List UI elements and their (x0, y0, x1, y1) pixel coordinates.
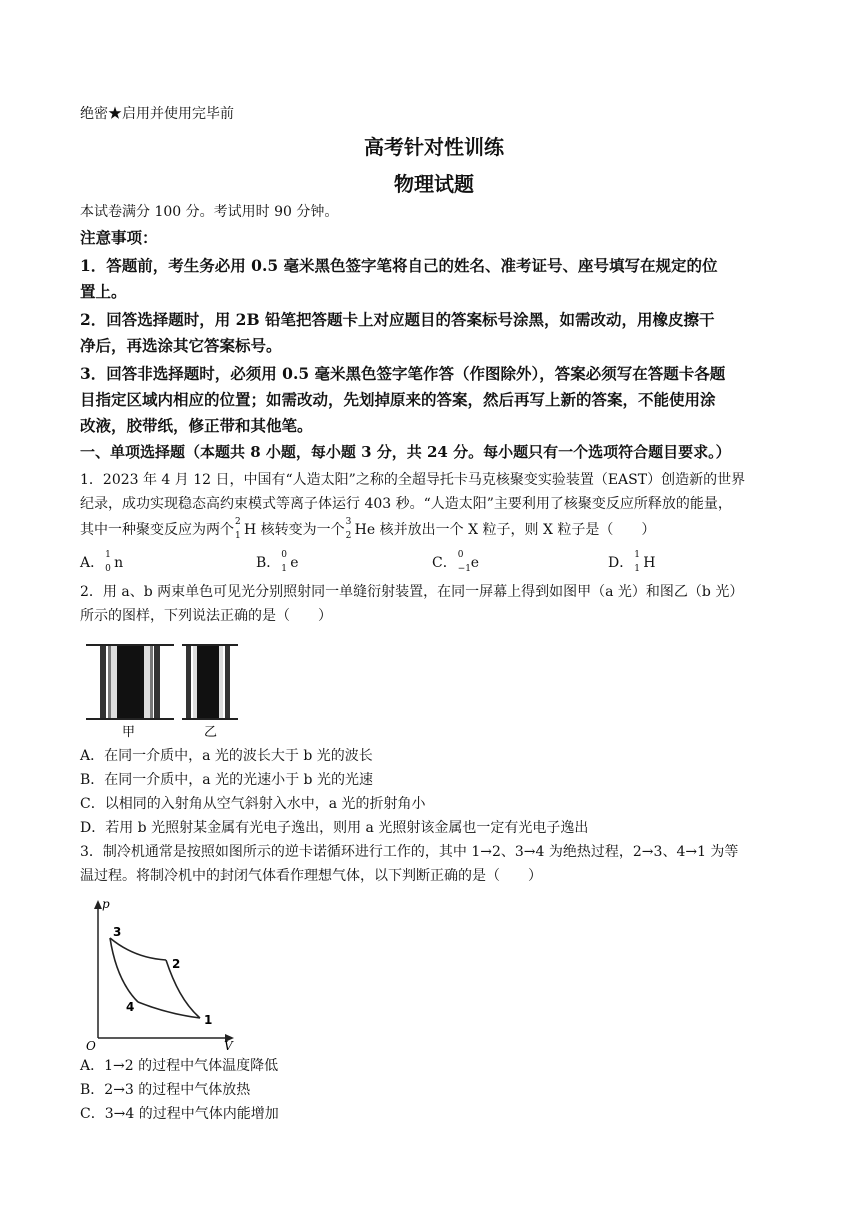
axis-v-label: V (224, 1039, 233, 1053)
point-4-label: 4 (126, 1000, 135, 1014)
pattern-yi (182, 645, 238, 719)
q3-option-c: C．3→4 的过程中气体内能增加 (80, 1106, 279, 1122)
q1-option-a: A． 1 0 n (80, 550, 124, 574)
notice-line: 2．回答选择题时，用 2B 铅笔把答题卡上对应题目的答案标号涂黑，如需改动，用橡皮擦干 (80, 310, 715, 329)
isotherm-4-1 (138, 1002, 200, 1018)
notice-line: 净后，再选涂其它答案标号。 (80, 336, 282, 355)
q2-option-a: A．在同一介质中，a 光的波长大于 b 光的波长 (80, 748, 373, 764)
subject-title: 物理试题 (394, 172, 474, 196)
secret-label: 绝密★启用并使用完毕前 (80, 106, 234, 122)
point-1-label: 1 (204, 1013, 213, 1027)
label-yi: 乙 (204, 725, 218, 738)
label-jia: 甲 (122, 725, 136, 738)
q2-text: 所示的图样，下列说法正确的是（ ） (80, 608, 332, 624)
q2-option-c: C．以相同的入射角从空气斜射入水中，a 光的折射角小 (80, 796, 426, 812)
diffraction-figure (86, 640, 246, 738)
q1-text: 核转变为一个 (256, 522, 345, 538)
axis-p-label: p (102, 897, 110, 911)
q1-text: 核并放出一个 X 粒子，则 X 粒子是（ ） (375, 522, 656, 538)
notice-line: 目指定区域内相应的位置；如需改动，先划掉原来的答案，然后再写上新的答案，不能使用涂 (80, 390, 716, 409)
notice-heading: 注意事项： (80, 228, 158, 247)
p-axis-arrow (94, 900, 102, 909)
notice-line: 1．答题前，考生务必用 0.5 毫米黑色签字笔将自己的姓名、准考证号、座号填写在规定的位 (80, 256, 718, 275)
nuclide-he3: 3 2 (345, 517, 352, 541)
q1-text: 其中一种聚变反应为两个 (80, 522, 234, 538)
point-2-label: 2 (172, 957, 181, 971)
isotherm-3-2 (110, 938, 166, 960)
q1-option-b: B． 0 1 e (256, 550, 299, 574)
q1-option-d: D． 1 1 H (608, 550, 656, 574)
nuclide-symbol: He (354, 522, 376, 538)
notice-line: 改液，胶带纸，修正带和其他笔。 (80, 416, 313, 435)
notice-line: 3．回答非选择题时，必须用 0.5 毫米黑色签字笔作答（作图除外），答案必须写在答题卡各题 (80, 364, 726, 383)
point-3-label: 3 (113, 925, 122, 939)
pattern-jia (86, 645, 174, 719)
q3-option-b: B．2→3 的过程中气体放热 (80, 1082, 251, 1098)
nuclide-h2: 2 1 (235, 517, 241, 541)
q2-option-d: D．若用 b 光照射某金属有光电子逸出，则用 a 光照射该金属也一定有光电子逸出 (80, 820, 589, 836)
q1-text-line3 (80, 517, 656, 541)
q3-text: 3．制冷机通常是按照如图所示的逆卡诺循环进行工作的，其中 1→2、3→4 为绝热过程，2→3、4→1 为等 (80, 844, 739, 860)
q3-text: 温过程。将制冷机中的封闭气体看作理想气体，以下判断正确的是（ ） (80, 868, 542, 884)
q1-text: 1．2023 年 4 月 12 日，中国有“人造太阳”之称的全超导托卡马克核聚变实验装置（EAST）创造新的世界 (80, 472, 746, 488)
notice-line: 置上。 (80, 282, 127, 301)
q1-text: 纪录，成功实现稳态高约束模式等离子体运行 403 秒。“人造太阳”主要利用了核聚变反应所释放的能量， (80, 496, 732, 512)
q1-option-c: C． 0 −1 e (432, 550, 480, 574)
origin-label: O (86, 1039, 96, 1053)
q3-option-a: A．1→2 的过程中气体温度降低 (80, 1058, 279, 1074)
q2-text: 2．用 a、b 两束单色可见光分别照射同一单缝衍射装置，在同一屏幕上得到如图甲（a 光）和图乙（b 光） (80, 584, 744, 600)
exam-info: 本试卷满分 100 分。考试用时 90 分钟。 (80, 204, 339, 220)
nuclide-symbol: H (244, 522, 257, 538)
q2-option-b: B．在同一介质中，a 光的光速小于 b 光的光速 (80, 772, 373, 788)
pv-diagram (84, 894, 244, 1054)
section-heading: 一、单项选择题（本题共 8 小题，每小题 3 分，共 24 分。每小题只有一个选项符合题目要求。） (80, 443, 731, 461)
exam-title: 高考针对性训练 (364, 135, 504, 159)
